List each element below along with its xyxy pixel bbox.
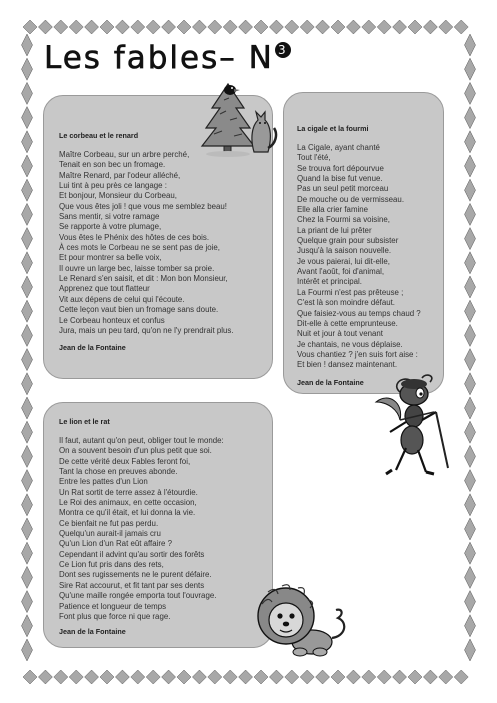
border-diamond [22,566,33,588]
border-diamond [300,20,314,34]
border-diamond [22,445,33,467]
border-diamond [331,20,345,34]
fox-icon [252,112,276,152]
border-diamond [223,20,237,34]
lion-illustration [250,578,350,660]
border-diamond [115,670,129,684]
crow-fox-tree-illustration [200,78,278,160]
border-diamond [393,20,407,34]
border-diamond [38,20,52,34]
border-diamond [22,373,33,395]
border-diamond [408,20,422,34]
ant-icon [386,375,436,474]
border-diamond [465,252,476,274]
border-diamond [465,203,476,225]
border-diamond [269,20,283,34]
border-diamond [177,20,191,34]
border-diamond [22,82,33,104]
border-diamond [69,670,83,684]
border-diamond [465,445,476,467]
fable-author: Jean de la Fontaine [59,627,126,636]
border-diamond [439,20,453,34]
border-diamond [465,421,476,443]
border-diamond [465,470,476,492]
page-title [44,40,291,76]
fable-card-lion [43,402,273,648]
border-diamond [22,203,33,225]
border-diamond [465,397,476,419]
border-diamond [362,670,376,684]
border-diamond [22,131,33,153]
border-diamond [22,470,33,492]
border-diamond [22,397,33,419]
border-diamond [316,670,330,684]
border-diamond [22,228,33,250]
border-diamond [346,670,360,684]
border-diamond [465,58,476,80]
border-diamond [208,670,222,684]
border-diamond [23,20,37,34]
border-diamond [22,179,33,201]
border-diamond [439,670,453,684]
border-diamond [285,670,299,684]
border-diamond [465,228,476,250]
border-diamond [131,670,145,684]
border-diamond [465,518,476,540]
border-diamond [377,670,391,684]
fable-text: Il faut, autant qu'on peut, obliger tout le monde: On a souvent besoin d'un plus petit que soi. De cette vérité deux Fables feront foi, Tant la chose en preuves abonde. Entre les pattes d'un Lion Un Rat sortit de terre assez à l'étourdie. Le Roi des animaux, en cette occasion, Montra ce qu'il était, et lui donna la vie. Ce bienfait ne fut pas perdu. Quelqu'un aurait-il jamais cru Qu'un Lion d'un Rat eût affaire ? Cependant il advint qu'au sortir des forêts Ce Lion fut pris dans des rets, Dont ses rugissements ne le purent défaire. Sire Rat accourut, et fit tant par ses dents Qu'une maille rongée emporta tout l'ouvrage. Patience et longueur de temps Font plus que force ni que rage. [59,436,224,621]
border-diamond [331,670,345,684]
border-diamond [377,20,391,34]
border-diamond [465,373,476,395]
border-diamond [408,670,422,684]
border-diamond [100,670,114,684]
border-diamond [22,155,33,177]
ant-with-scythe-illustration [370,372,462,482]
border-diamond [465,155,476,177]
border-diamond [85,670,99,684]
border-diamond [239,20,253,34]
border-diamond [423,670,437,684]
border-diamond [54,20,68,34]
border-diamond [239,670,253,684]
border-diamond [22,349,33,371]
border-diamond [316,20,330,34]
border-diamond [22,324,33,346]
border-diamond [465,542,476,564]
border-diamond [22,494,33,516]
border-diamond [269,670,283,684]
border-diamond [22,34,33,56]
border-diamond [22,252,33,274]
border-diamond [465,639,476,661]
fable-title: La cigale et la fourmi [297,124,369,133]
border-diamond [54,670,68,684]
fable-title: Le lion et le rat [59,417,110,426]
border-diamond [423,20,437,34]
border-diamond [22,107,33,129]
border-diamond [285,20,299,34]
border-diamond [465,615,476,637]
border-diamond [208,20,222,34]
border-diamond [22,58,33,80]
border-diamond [131,20,145,34]
fable-title: Le corbeau et le renard [59,131,139,140]
border-diamond [465,494,476,516]
border-diamond [23,670,37,684]
fable-author: Jean de la Fontaine [297,378,364,387]
fable-text: La Cigale, ayant chanté Tout l'été, Se trouva fort dépourvue Quand la bise fut venue. Pas un seul petit morceau De mouche ou de vermisseau. Elle alla crier famine Chez la Fourmi sa voisine, La priant de lui prêter Quelque grain pour subsister Jusqu'à la saison nouvelle. Je vous paierai, lui dit-elle, Avant l'août, foi d'animal, Intérêt et principal. La Fourmi n'est pas prêteuse ; C'est là son moindre défaut. Que faisiez-vous au temps chaud ? Dit-elle à cette emprunteuse. Nuit et jour à tout venant Je chantais, ne vous déplaise. Vous chantiez ? j'en suis fort aise : Et bien ! dansez maintenant. [297,143,421,370]
page-number-badge: 3 [275,42,291,58]
border-diamond [223,670,237,684]
border-diamond [115,20,129,34]
border-diamond [192,20,206,34]
border-diamond [85,20,99,34]
border-diamond [254,670,268,684]
lion-icon [258,585,344,656]
border-diamond [465,349,476,371]
border-diamond [454,20,468,34]
border-diamond [465,591,476,613]
border-diamond [393,670,407,684]
border-diamond [465,107,476,129]
border-diamond [465,276,476,298]
fir-tree-icon [202,84,254,157]
border-diamond [254,20,268,34]
border-diamond [162,20,176,34]
border-diamond [69,20,83,34]
border-diamond [465,566,476,588]
border-diamond [22,300,33,322]
page-title-text: Les fables– N [44,40,274,76]
border-diamond [465,324,476,346]
border-diamond [465,131,476,153]
border-diamond [22,542,33,564]
fable-text: Maître Corbeau, sur un arbre perché, Tenait en son bec un fromage. Maître Renard, par l'odeur alléché, Lui tint à peu près ce langage : Et bonjour, Monsieur du Corbeau, Que vous êtes joli ! que vous me semblez beau! Sans mentir, si votre ramage Se rapporte à votre plumage, Vous êtes le Phénix des hôtes de ces bois. À ces mots le Corbeau ne se sent pas de joie, Et pour montrer sa belle voix, Il ouvre un large bec, laisse tomber sa proie. Le Renard s'en saisit, et dit : Mon bon Monsieur, Apprenez que tout flatteur Vit aux dépens de celui qui l'écoute. Cette leçon vaut bien un fromage sans doute. Le Corbeau honteux et confus Jura, mais un peu tard, qu'on ne l'y prendrait plus. [59,150,234,335]
border-diamond [465,82,476,104]
border-diamond [38,670,52,684]
border-diamond [22,591,33,613]
border-diamond [22,518,33,540]
border-diamond [22,276,33,298]
border-diamond [22,615,33,637]
border-diamond [146,20,160,34]
border-diamond [177,670,191,684]
fable-card-cigale [283,92,444,394]
border-diamond [346,20,360,34]
fable-author: Jean de la Fontaine [59,343,126,352]
border-diamond [454,670,468,684]
border-diamond [465,300,476,322]
border-diamond [300,670,314,684]
border-diamond [22,421,33,443]
border-diamond [22,639,33,661]
border-diamond [362,20,376,34]
border-diamond [465,179,476,201]
crow-icon [224,85,240,95]
border-diamond [146,670,160,684]
border-diamond [162,670,176,684]
border-diamond [100,20,114,34]
border-diamond [192,670,206,684]
border-diamond [465,34,476,56]
